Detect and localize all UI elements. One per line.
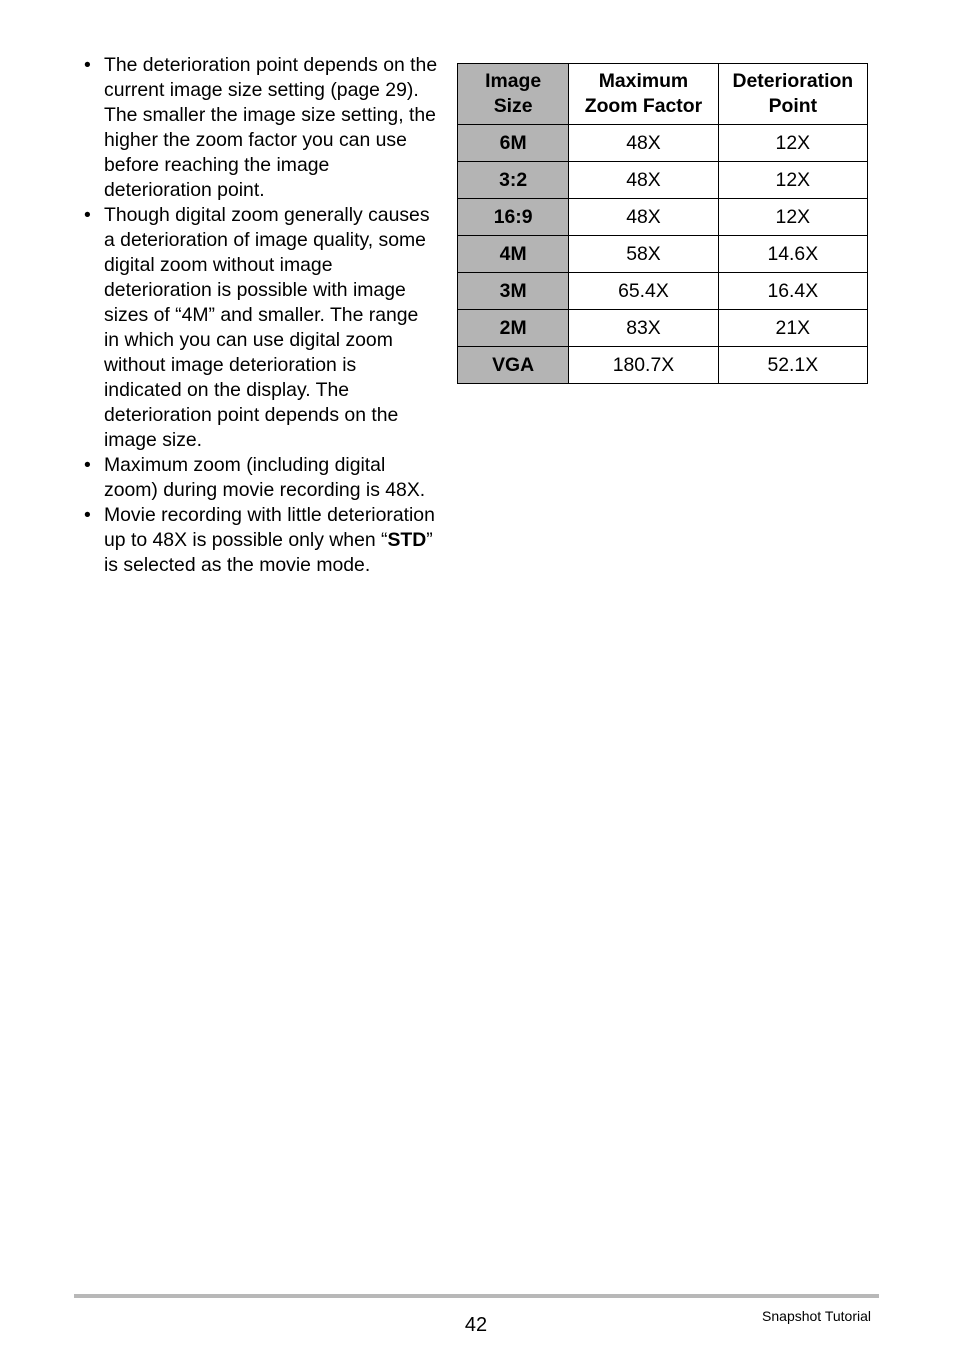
table-row	[458, 162, 868, 199]
footer-divider	[74, 1294, 879, 1298]
table-row	[458, 236, 868, 273]
bullet-item-deterioration-point	[84, 53, 438, 203]
section-name: Snapshot Tutorial	[762, 1308, 871, 1324]
cell-deterioration-point: 12X	[718, 162, 867, 199]
cell-image-size: 3:2	[458, 162, 569, 199]
header-maximum-zoom-line1: Maximum	[598, 70, 689, 92]
zoom-factor-table	[457, 63, 868, 384]
bullet-marker: •	[84, 54, 91, 76]
cell-deterioration-point: 12X	[718, 125, 867, 162]
cell-deterioration-point: 12X	[718, 199, 867, 236]
bullet-item-std-mode	[84, 503, 438, 578]
bullet-marker: •	[84, 454, 91, 476]
cell-deterioration-point: 52.1X	[718, 347, 867, 384]
header-image-size-line2: Size	[493, 95, 533, 117]
cell-maximum-zoom: 48X	[569, 199, 718, 236]
bullet-marker: •	[84, 204, 91, 226]
page-number: 42	[464, 1314, 488, 1336]
header-deterioration-point-line2: Point	[768, 95, 818, 117]
cell-maximum-zoom: 65.4X	[569, 273, 718, 310]
bullet-item-movie-max-zoom	[84, 453, 438, 503]
cell-image-size: 6M	[458, 125, 569, 162]
cell-image-size: 16:9	[458, 199, 569, 236]
table-row	[458, 310, 868, 347]
header-image-size-line1: Image	[485, 70, 542, 92]
table-header-row	[458, 64, 868, 125]
cell-deterioration-point: 21X	[718, 310, 867, 347]
table-row	[458, 347, 868, 384]
bullet-marker: •	[84, 504, 91, 526]
cell-image-size: 4M	[458, 236, 569, 273]
cell-maximum-zoom: 48X	[569, 162, 718, 199]
table-row	[458, 273, 868, 310]
bullet-text-bold: STD	[387, 529, 427, 551]
cell-maximum-zoom: 83X	[569, 310, 718, 347]
cell-image-size: 3M	[458, 273, 569, 310]
header-deterioration-point-line1: Deterioration	[732, 70, 854, 92]
cell-deterioration-point: 16.4X	[718, 273, 867, 310]
bullet-text: Maximum zoom (including digital zoom) during movie recording is 48X.	[104, 454, 426, 501]
bullet-text: The deterioration point depends on the current image size setting (page 29). The smaller the image size setting, the higher the zoom factor you can use before reaching the image deterioration point.	[104, 54, 438, 201]
cell-image-size: VGA	[458, 347, 569, 384]
cell-maximum-zoom: 58X	[569, 236, 718, 273]
bullet-text: Though digital zoom generally causes a deterioration of image quality, some digital zoom without image deterioration is possible with image sizes of “4M” and smaller. The range in which you can use digital zoom without image deterioration is indicated on the display. The deterioration point depends on the image size.	[104, 204, 430, 451]
cell-deterioration-point: 14.6X	[718, 236, 867, 273]
bullet-list	[84, 53, 438, 578]
cell-image-size: 2M	[458, 310, 569, 347]
header-maximum-zoom	[569, 64, 718, 125]
bullet-item-digital-zoom	[84, 203, 438, 453]
cell-maximum-zoom: 48X	[569, 125, 718, 162]
bullet-text-before: Movie recording with little deterioration up to 48X is possible only when “	[104, 504, 435, 551]
header-image-size	[458, 64, 569, 125]
header-deterioration-point	[718, 64, 867, 125]
header-maximum-zoom-line2: Zoom Factor	[584, 95, 703, 117]
bullet-text-after: ” is selected as the movie mode.	[104, 529, 433, 576]
table-row	[458, 125, 868, 162]
cell-maximum-zoom: 180.7X	[569, 347, 718, 384]
table-row	[458, 199, 868, 236]
